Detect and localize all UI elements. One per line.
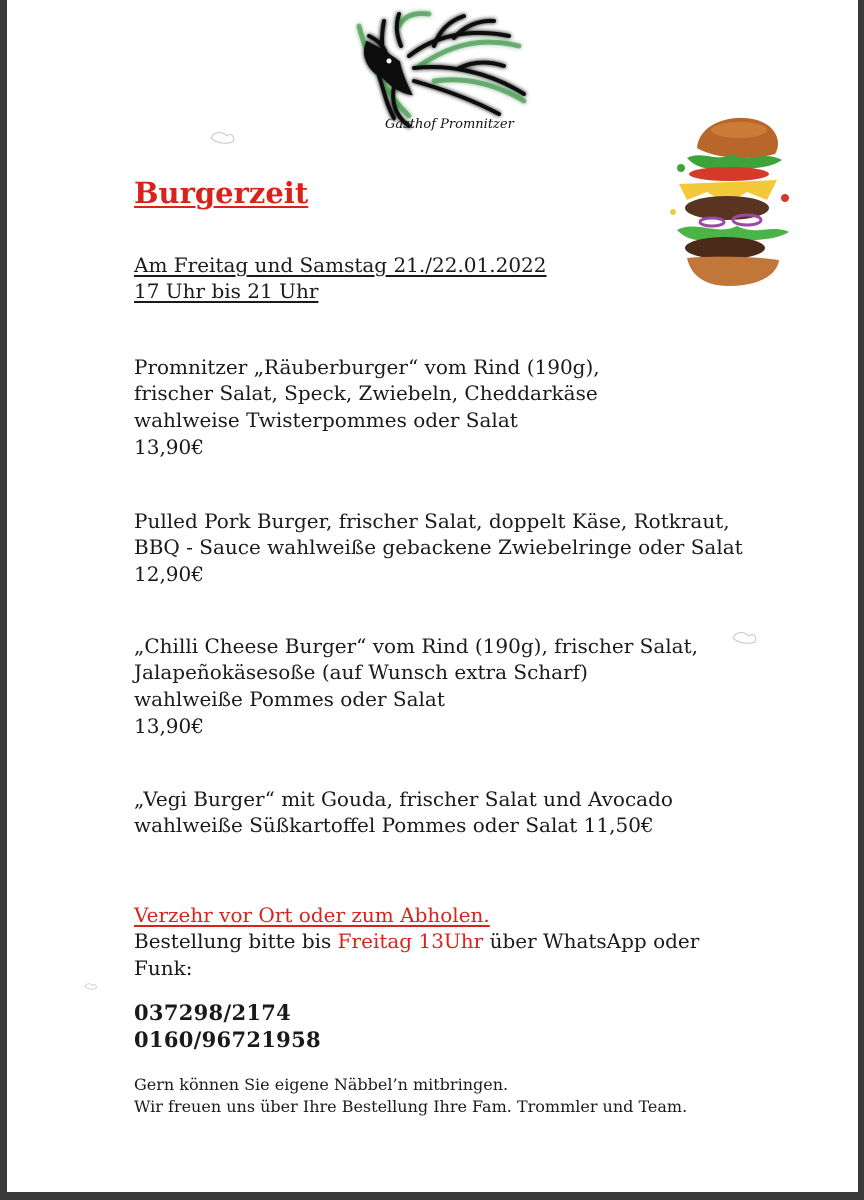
menu-item-line: Pulled Pork Burger, frischer Salat, doppelt Käse, Rotkraut, bbox=[134, 509, 730, 533]
smudge-mark bbox=[207, 126, 239, 148]
menu-item-line: BBQ - Sauce wahlweiße gebackene Zwiebelringe oder Salat bbox=[134, 535, 743, 559]
menu-item-line: „Chilli Cheese Burger“ vom Rind (190g), frischer Salat, bbox=[134, 634, 698, 658]
order-deadline: Freitag 13Uhr bbox=[337, 929, 484, 953]
menu-item-line: Promnitzer „Räuberburger“ vom Rind (190g), bbox=[134, 355, 600, 379]
menu-item-price: 12,90€ bbox=[134, 562, 204, 586]
order-instructions-suffix: über WhatsApp oder bbox=[483, 929, 700, 953]
order-notice: Verzehr vor Ort oder zum Abholen. bbox=[134, 903, 490, 927]
order-instructions bbox=[134, 928, 699, 954]
menu-item-line: frischer Salat, Speck, Zwiebeln, Cheddarkäse bbox=[134, 381, 598, 405]
footer-line: Wir freuen uns über Ihre Bestellung Ihre Fam. Trommler und Team. bbox=[134, 1097, 688, 1116]
phone-number: 037298/2174 bbox=[134, 1000, 292, 1025]
menu-item-price: 13,90€ bbox=[134, 435, 204, 459]
logo-text: Gasthof Promnitzer bbox=[385, 117, 514, 132]
menu-item-line: wahlweise Twisterpommes oder Salat bbox=[134, 408, 518, 432]
page-title: Burgerzeit bbox=[134, 176, 309, 210]
menu-item-line: „Vegi Burger“ mit Gouda, frischer Salat und Avocado bbox=[134, 787, 673, 811]
schedule-date: Am Freitag und Samstag 21./22.01.2022 bbox=[134, 253, 547, 277]
burger-image bbox=[657, 108, 797, 298]
schedule-time: 17 Uhr bis 21 Uhr bbox=[134, 279, 319, 303]
phone-number: 0160/96721958 bbox=[134, 1027, 321, 1052]
menu-item-price: 13,90€ bbox=[134, 714, 204, 738]
footer-line: Gern können Sie eigene Näbbel’n mitbringen. bbox=[134, 1075, 509, 1094]
menu-item-line: wahlweiße Pommes oder Salat bbox=[134, 687, 445, 711]
menu-item-line: Jalapeñokäsesoße (auf Wunsch extra Scharf) bbox=[134, 660, 588, 684]
menu-page bbox=[7, 0, 858, 1192]
smudge-mark bbox=[83, 980, 99, 992]
order-instructions-prefix: Bestellung bitte bis bbox=[134, 929, 338, 953]
menu-item-line-with-price: wahlweiße Süßkartoffel Pommes oder Salat 11,50€ bbox=[134, 813, 654, 837]
smudge-mark bbox=[729, 626, 761, 648]
order-instructions-end: Funk: bbox=[134, 956, 193, 980]
